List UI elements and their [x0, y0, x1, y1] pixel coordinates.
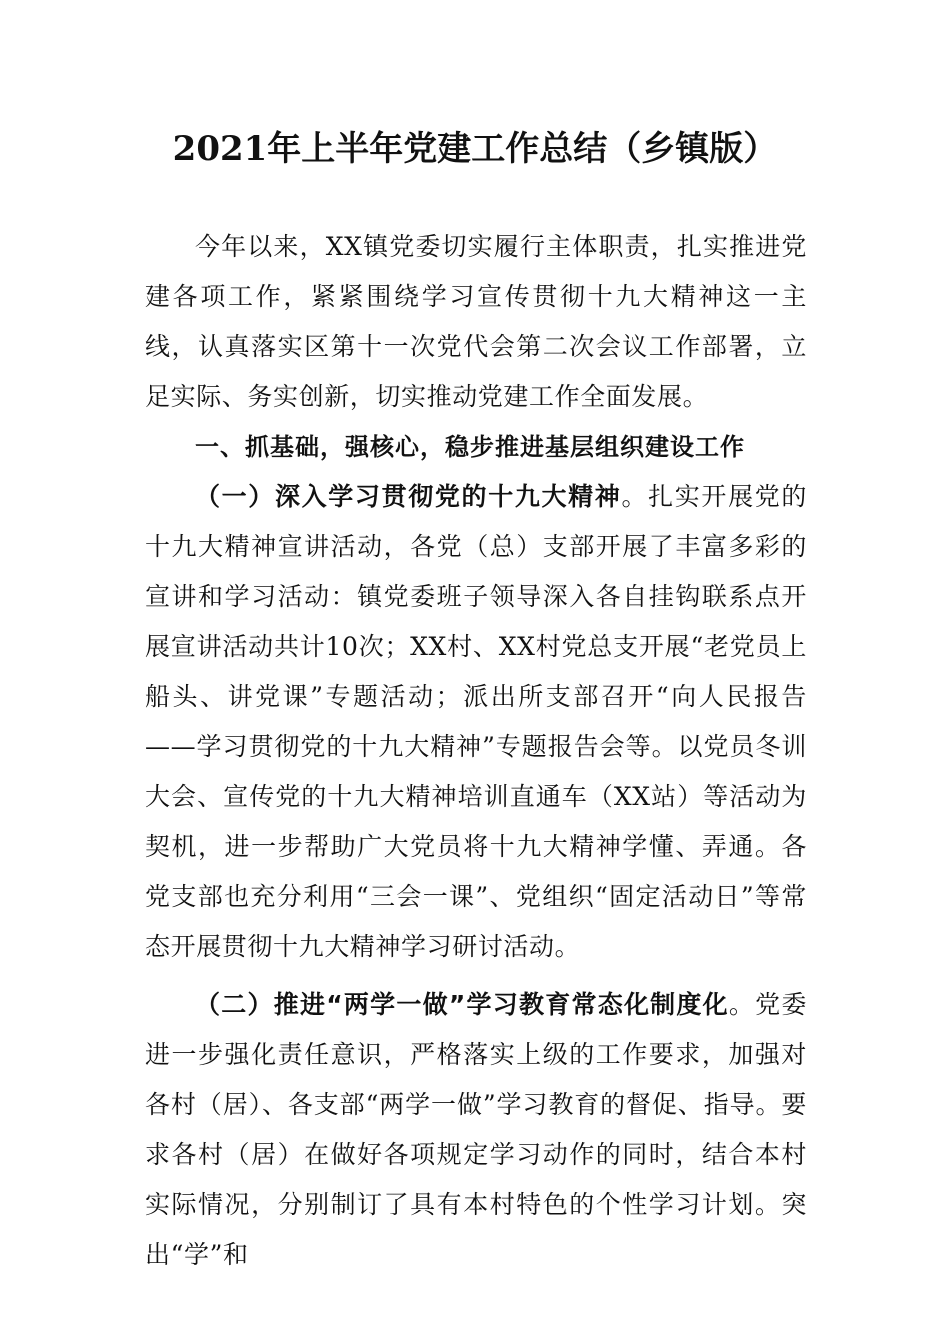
- intro-paragraph: 今年以来，XX镇党委切实履行主体职责，扎实推进党建各项工作，紧紧围绕学习宣传贯彻十九大精神这一主线，认真落实区第十一次党代会第二次会议工作部署，立足实际、务实创新，切实推动党建工作全面发展。: [145, 232, 807, 411]
- document-title: 2021年上半年党建工作总结（乡镇版）: [172, 129, 778, 169]
- item-paragraph-2: [145, 980, 807, 1280]
- item-2-lead: （二）推进“两学一做”学习教育常态化制度化: [195, 990, 729, 1019]
- item-1-body: 。扎实开展党的十九大精神宣讲活动，各党（总）支部开展了丰富多彩的宣讲和学习活动：镇党委班子领导深入各自挂钩联系点开展宣讲活动共计10次；XX村、XX村党总支开展“老党员上船头、讲党课”专题活动；派出所支部召开“向人民报告——学习贯彻党的十九大精神”专题报告会等。以党员冬训大会、宣传党的十九大精神培训直通车（XX站）等活动为契机，进一步帮助广大党员将十九大精神学懂、弄通。各党支部也充分利用“三会一课”、党组织“固定活动日”等常态开展贯彻十九大精神学习研讨活动。: [145, 482, 807, 961]
- item-1-lead: （一）深入学习贯彻党的十九大精神: [195, 482, 622, 511]
- item-2-body: 。党委进一步强化责任意识，严格落实上级的工作要求，加强对各村（居）、各支部“两学一做”学习教育的督促、指导。要求各村（居）在做好各项规定学习动作的同时，结合本村实际情况，分别制订了具有本村特色的个性学习计划。突出“学”和: [145, 990, 807, 1269]
- paragraph-spacer: [145, 972, 807, 980]
- section-heading-1: 一、抓基础，强核心，稳步推进基层组织建设工作: [195, 433, 745, 461]
- document-body: [145, 222, 807, 1280]
- item-paragraph-1: [145, 472, 807, 972]
